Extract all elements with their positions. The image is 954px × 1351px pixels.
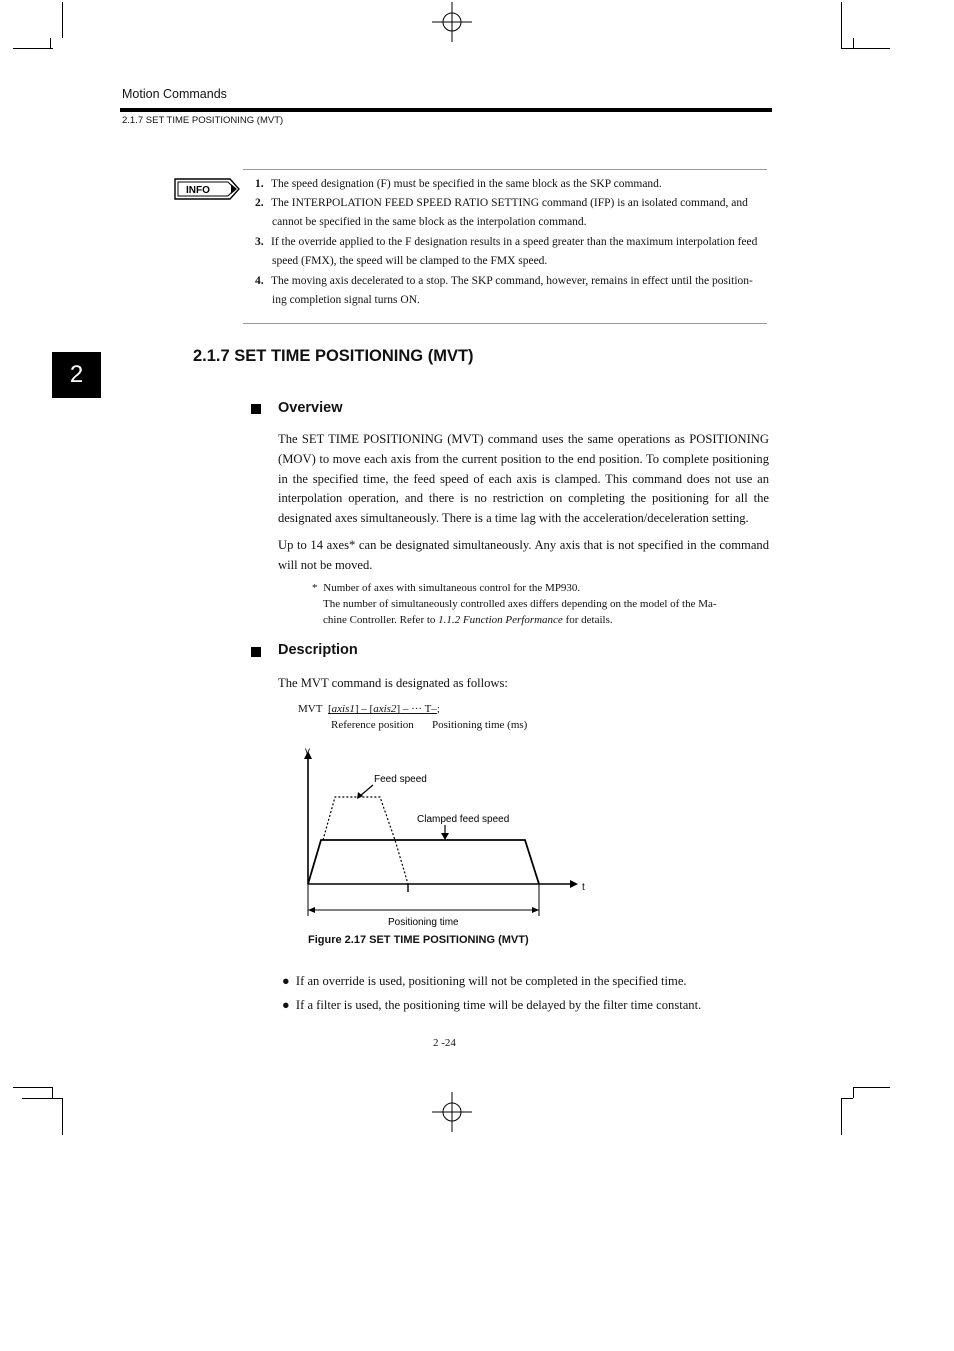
list-item: ● If an override is used, positioning will not be completed in the specified time.	[282, 974, 687, 988]
square-bullet-icon	[251, 404, 261, 414]
info-bottom-rule	[243, 323, 767, 324]
crop-mark	[841, 1098, 853, 1099]
crop-mark	[841, 48, 890, 49]
crop-mark	[841, 2, 842, 48]
page-number: 2 -24	[433, 1037, 456, 1049]
bullet-icon: ●	[282, 974, 290, 988]
section-heading: 2.1.7 SET TIME POSITIONING (MVT)	[193, 347, 474, 365]
page-header-subtitle: 2.1.7 SET TIME POSITIONING (MVT)	[122, 115, 284, 126]
info-item: 1. The speed designation (F) must be specified in the same block as the SKP command.	[255, 178, 662, 190]
crop-mark	[62, 1098, 63, 1135]
mvt-diagram	[295, 742, 595, 932]
registration-mark	[432, 2, 472, 42]
syntax-label-reference: Reference position	[331, 719, 414, 731]
overview-paragraph: Up to 14 axes* can be designated simultaneously. Any axis that is not specified in the command will not be moved.	[278, 538, 769, 572]
syntax-label-time: Positioning time (ms)	[432, 719, 528, 731]
positioning-time-label: Positioning time	[388, 917, 459, 928]
info-icon	[173, 178, 241, 200]
page-header-title: Motion Commands	[122, 87, 227, 101]
info-item: 2. The INTERPOLATION FEED SPEED RATIO SETTING command (IFP) is an isolated command, and cannot be specified in the same block as the interpolation command.	[255, 197, 748, 228]
crop-mark	[853, 1087, 890, 1088]
crop-mark	[50, 38, 51, 48]
x-axis-arrow	[570, 880, 578, 888]
description-heading: Description	[278, 642, 358, 658]
info-top-rule	[243, 169, 767, 170]
info-item: 4. The moving axis decelerated to a stop. The SKP command, however, remains in effect until the position- ing completion signal turns ON.	[255, 275, 753, 306]
command-syntax: MVT [axis1] – [axis2] – ··· T–;	[298, 703, 440, 715]
list-item: ● If a filter is used, the positioning time will be delayed by the filter time constant.	[282, 998, 702, 1012]
footnote: * Number of axes with simultaneous control for the MP930.	[312, 582, 581, 594]
crop-mark	[52, 1087, 53, 1098]
crop-mark	[853, 38, 854, 48]
crop-mark	[13, 1087, 52, 1088]
description-intro: The MVT command is designated as follows:	[278, 676, 508, 690]
footnote: The number of simultaneously controlled axes differs depending on the model of the Ma- chine Controller. Refer to 1.1.2 Function Performance for details.	[323, 598, 717, 626]
clamped-speed-profile	[308, 840, 539, 884]
y-axis-label: v	[305, 746, 310, 757]
square-bullet-icon	[251, 647, 261, 657]
crop-mark	[62, 2, 63, 38]
figure-caption: Figure 2.17 SET TIME POSITIONING (MVT)	[308, 934, 529, 946]
feed-speed-label: Feed speed	[374, 774, 427, 785]
x-axis-label: t	[582, 882, 585, 893]
overview-paragraph: The SET TIME POSITIONING (MVT) command uses the same operations as POSITIONING (MOV) to move each axis from the current position to the end position. To complete positioning in the specified time, the feed speed of each axis is clamped. This command does not use an interpolation operation, and there is no restriction on completing the positioning for all the designated axes simultaneously. There is a time lag with the acceleration/deceleration setting.	[278, 432, 769, 526]
chapter-number: 2	[69, 361, 84, 388]
bullet-icon: ●	[282, 998, 290, 1012]
crop-mark	[22, 1098, 63, 1099]
crop-mark	[853, 1087, 854, 1098]
overview-heading: Overview	[278, 400, 343, 416]
chapter-tab	[52, 352, 101, 398]
info-icon-label: INFO	[186, 185, 210, 196]
crop-mark	[841, 1098, 842, 1135]
cross-reference-link[interactable]: 1.1.2 Function Performance	[438, 613, 563, 626]
header-rule	[120, 108, 772, 112]
clamped-speed-label: Clamped feed speed	[417, 814, 510, 825]
registration-mark	[432, 1092, 472, 1132]
info-item: 3. If the override applied to the F designation results in a speed greater than the maximum interpolation feed speed (FMX), the speed will be clamped to the FMX speed.	[255, 236, 758, 267]
crop-mark	[13, 48, 53, 49]
